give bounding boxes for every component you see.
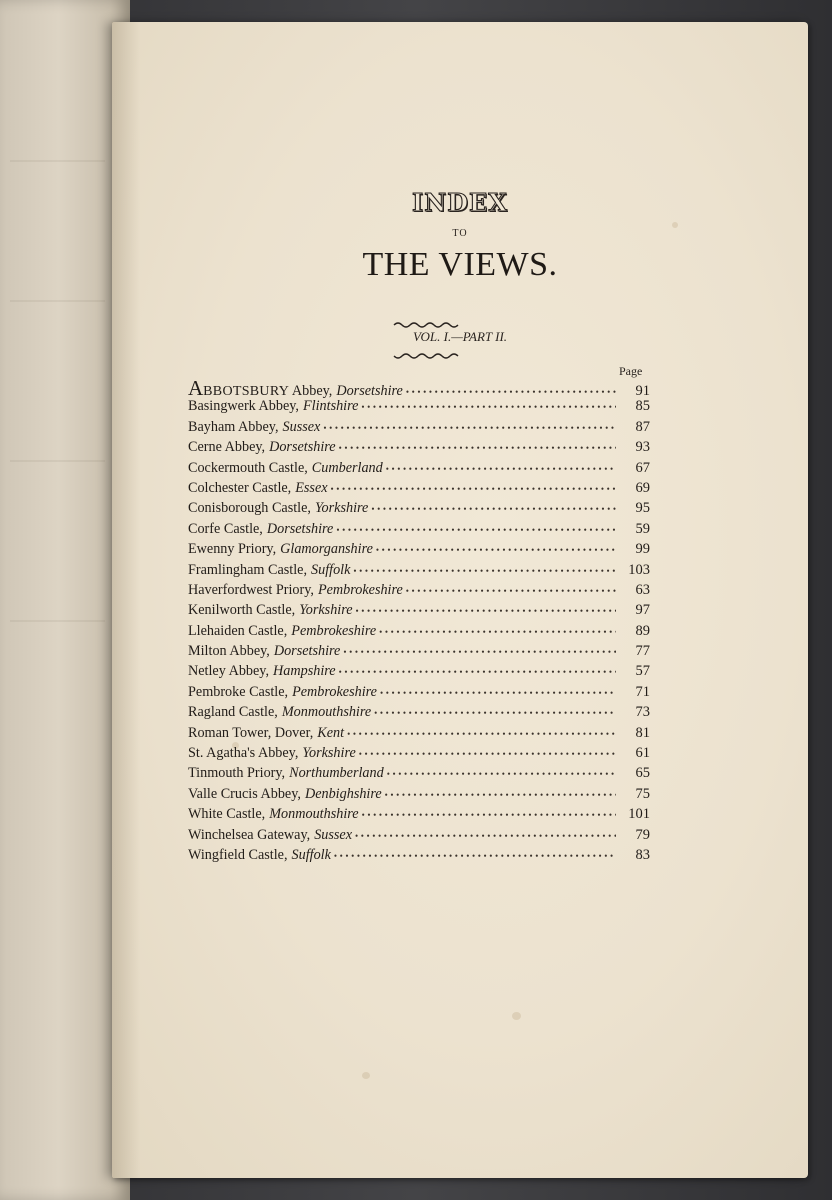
entry-place-caps: BBOTSBURY — [203, 384, 290, 399]
index-entry — [188, 847, 650, 867]
entry-place: Netley Abbey, — [188, 663, 270, 680]
entry-place — [188, 378, 332, 400]
entry-county: Yorkshire — [302, 745, 356, 762]
index-entry — [188, 480, 650, 500]
entry-page-number: 83 — [635, 846, 650, 863]
entry-county: Glamorganshire — [280, 541, 373, 558]
entry-county: Hampshire — [273, 663, 336, 680]
index-entry — [188, 541, 650, 561]
index-entry — [188, 602, 650, 622]
index-entry — [188, 398, 650, 418]
dot-leader — [371, 504, 616, 514]
entry-page-number: 69 — [635, 479, 650, 496]
dot-leader — [355, 831, 616, 841]
dot-leader — [336, 525, 616, 535]
entry-place: White Castle, — [188, 806, 266, 823]
entry-page-number: 97 — [635, 602, 650, 619]
index-entry — [188, 786, 650, 806]
entry-place: Valle Crucis Abbey, — [188, 785, 301, 802]
facing-page — [0, 0, 130, 1200]
entry-county: Yorkshire — [314, 500, 369, 517]
entry-place: Ragland Castle, — [188, 704, 278, 721]
index-entry — [188, 765, 650, 785]
foxing-spot — [362, 1072, 370, 1079]
entry-page-number: 95 — [635, 500, 650, 517]
index-entry — [188, 378, 650, 398]
dot-leader — [376, 545, 616, 555]
entry-page-number: 59 — [635, 520, 650, 537]
entry-place: Cockermouth Castle, — [188, 459, 308, 476]
page-column-label: Page — [619, 364, 643, 378]
entry-place: Cerne Abbey, — [188, 439, 266, 456]
entry-page-number: 67 — [635, 459, 650, 476]
entry-place: Colchester Castle, — [188, 479, 292, 496]
index-entry — [188, 460, 650, 480]
entry-page-number: 101 — [628, 806, 650, 823]
entry-county: Cumberland — [311, 459, 383, 476]
dot-leader — [331, 484, 616, 494]
entry-place: Corfe Castle, — [188, 520, 263, 537]
dot-leader — [380, 688, 616, 698]
dot-leader — [339, 667, 616, 677]
entry-place: Winchelsea Gateway, — [188, 826, 311, 843]
entry-place: Bayham Abbey, — [188, 418, 279, 435]
entry-page-number: 93 — [635, 439, 650, 456]
entry-place-tail: Abbey, — [289, 383, 333, 399]
entry-place: St. Agatha's Abbey, — [188, 745, 299, 762]
entry-county: Essex — [295, 479, 328, 496]
entry-page-number: 73 — [635, 704, 650, 721]
dot-leader — [385, 790, 616, 800]
entry-place: Roman Tower, Dover, — [188, 724, 314, 741]
index-entry — [188, 745, 650, 765]
index-entry — [188, 704, 650, 724]
entry-page-number: 91 — [635, 383, 650, 399]
entry-county: Dorsetshire — [269, 439, 336, 456]
facing-page-show-through — [10, 460, 105, 462]
entry-place: Pembroke Castle, — [188, 683, 289, 700]
index-heading-to: TO — [452, 228, 468, 239]
dot-leader — [356, 606, 616, 616]
index-entry — [188, 582, 650, 602]
index-entry — [188, 500, 650, 520]
dot-leader — [387, 769, 616, 779]
entry-place: Conisborough Castle, — [188, 500, 311, 517]
entry-county: Monmouthshire — [281, 704, 372, 721]
entry-page-number: 81 — [635, 724, 650, 741]
drop-cap: A — [188, 376, 204, 400]
wavy-rule-icon — [392, 320, 462, 328]
dot-leader — [343, 647, 616, 657]
entry-page-number: 63 — [635, 581, 650, 598]
entry-county: Kent — [317, 724, 345, 741]
entry-county: Suffolk — [291, 846, 331, 863]
entry-county: Monmouthshire — [269, 806, 359, 823]
entry-page-number: 87 — [635, 418, 650, 435]
entry-place: Ewenny Priory, — [188, 541, 277, 558]
entry-county: Northumberland — [289, 765, 384, 782]
dot-leader — [347, 729, 616, 739]
entry-place: Llehaiden Castle, — [188, 622, 288, 639]
entry-county: Pembrokeshire — [317, 581, 403, 598]
index-heading: INDEX — [412, 188, 508, 217]
index-entry — [188, 419, 650, 439]
entry-county: Pembrokeshire — [291, 622, 377, 639]
dot-leader — [362, 810, 616, 820]
entry-page-number: 85 — [635, 398, 650, 415]
dot-leader — [353, 566, 616, 576]
entry-page-number: 77 — [635, 643, 650, 660]
entry-page-number: 57 — [635, 663, 650, 680]
entry-page-number: 79 — [635, 826, 650, 843]
dot-leader — [334, 851, 616, 861]
dot-leader — [361, 402, 616, 412]
dot-leader — [339, 443, 616, 453]
dot-leader — [386, 464, 616, 474]
index-entry — [188, 521, 650, 541]
index-entry — [188, 827, 650, 847]
dot-leader — [406, 387, 616, 397]
entry-place: Framlingham Castle, — [188, 561, 308, 578]
entry-county: Sussex — [314, 826, 353, 843]
facing-page-show-through — [10, 620, 105, 622]
entry-place: Haverfordwest Priory, — [188, 581, 314, 598]
entry-county: Dorsetshire — [273, 643, 341, 660]
entry-county: Pembrokeshire — [292, 683, 377, 700]
entry-page-number: 89 — [635, 622, 650, 639]
index-entry — [188, 562, 650, 582]
entry-place: Kenilworth Castle, — [188, 602, 296, 619]
entry-county: Yorkshire — [299, 602, 353, 619]
index-entry — [188, 806, 650, 826]
dot-leader — [406, 586, 616, 596]
entry-page-number: 65 — [635, 765, 650, 782]
dot-leader — [379, 627, 616, 637]
index-list — [188, 378, 650, 867]
entry-page-number: 75 — [635, 785, 650, 802]
dot-leader — [374, 708, 616, 718]
entry-page-number: 61 — [635, 745, 650, 762]
index-entry — [188, 623, 650, 643]
volume-subtitle: VOL. I.—PART II. — [412, 329, 508, 344]
book-page — [112, 22, 808, 1178]
entry-county: Dorsetshire — [336, 383, 403, 399]
entry-place: Wingfield Castle, — [188, 846, 288, 863]
entry-county: Flintshire — [302, 398, 359, 415]
index-entry — [188, 663, 650, 683]
entry-county: Suffolk — [311, 561, 351, 578]
entry-place: Milton Abbey, — [188, 643, 270, 660]
entry-page-number: 71 — [635, 683, 650, 700]
entry-county: Sussex — [282, 418, 321, 435]
dot-leader — [359, 749, 616, 759]
entry-county: Dorsetshire — [266, 520, 334, 537]
index-entry — [188, 643, 650, 663]
facing-page-show-through — [10, 160, 105, 162]
entry-page-number: 99 — [635, 541, 650, 558]
facing-page-show-through — [10, 300, 105, 302]
entry-place: Tinmouth Priory, — [188, 765, 286, 782]
wavy-rule-icon — [392, 353, 462, 361]
foxing-spot — [512, 1012, 521, 1020]
entry-place: Basingwerk Abbey, — [188, 398, 299, 415]
index-entry — [188, 725, 650, 745]
index-heading-views: THE VIEWS. — [362, 246, 558, 283]
entry-county: Denbighshire — [304, 785, 382, 802]
index-entry — [188, 684, 650, 704]
entry-page-number: 103 — [628, 561, 650, 578]
index-entry — [188, 439, 650, 459]
dot-leader — [323, 423, 616, 433]
